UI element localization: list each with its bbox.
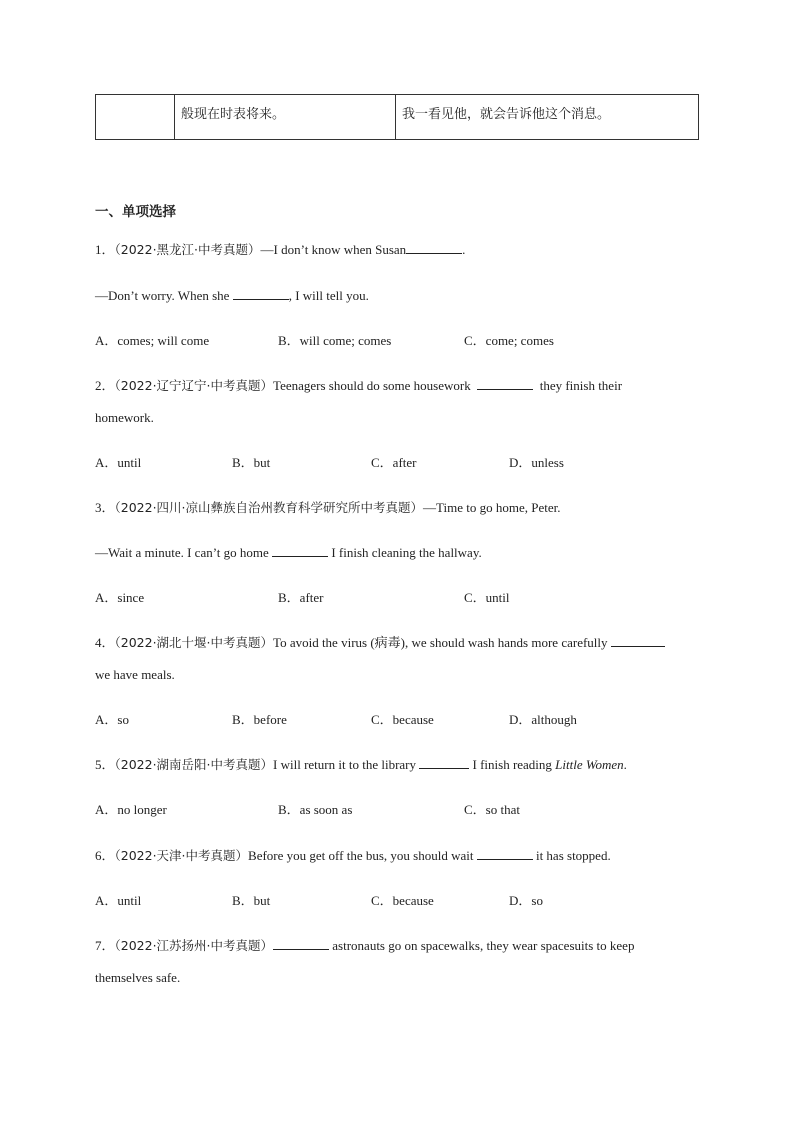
option-b[interactable]: B．will come; comes xyxy=(278,333,392,348)
question-text: I will return it to the library xyxy=(273,757,416,772)
question-source: （2022·黑龙江·中考真题） xyxy=(114,242,261,257)
table-cell-empty xyxy=(96,95,175,140)
question-7 xyxy=(95,937,699,955)
option-b[interactable]: B．after xyxy=(278,590,324,605)
question-text: . xyxy=(623,757,627,772)
option-a[interactable]: A．so xyxy=(95,712,129,727)
table-cell-example: 我一看见他，就会告诉他这个消息。 xyxy=(396,95,699,140)
question-text: —Don’t worry. When she xyxy=(95,288,230,303)
question-source: （2022·江苏扬州·中考真题） xyxy=(114,938,274,953)
question-text: Teenagers should do some housework xyxy=(273,378,471,393)
option-c[interactable]: C．come; comes xyxy=(464,333,554,348)
table-cell-rule: 般现在时表将来。 xyxy=(175,95,396,140)
option-a[interactable]: A．until xyxy=(95,893,142,908)
question-number: 6． xyxy=(95,848,115,863)
question-4-line-2: we have meals. xyxy=(95,667,175,682)
question-text: . xyxy=(462,242,466,257)
question-text: To avoid the virus (病毒), we should wash hands more carefully xyxy=(273,635,608,650)
answer-blank[interactable] xyxy=(477,377,533,390)
question-number: 4． xyxy=(95,635,115,650)
option-a[interactable]: A．comes; will come xyxy=(95,333,210,348)
option-d[interactable]: D．although xyxy=(509,712,577,727)
option-b[interactable]: B．but xyxy=(232,455,271,470)
question-text: they finish their xyxy=(539,378,623,393)
book-title: Little Women xyxy=(555,757,624,772)
question-4 xyxy=(95,634,699,652)
answer-blank[interactable] xyxy=(273,937,329,950)
question-3 xyxy=(95,499,699,517)
question-number: 5． xyxy=(95,757,115,772)
option-b[interactable]: B．but xyxy=(232,893,271,908)
answer-blank[interactable] xyxy=(419,756,469,769)
question-1-line-2 xyxy=(95,287,699,305)
question-2-line-2: homework. xyxy=(95,410,154,425)
question-source: （2022·四川·凉山彝族自治州教育科学研究所中考真题） xyxy=(114,500,424,515)
option-b[interactable]: B．as soon as xyxy=(278,802,353,817)
option-b[interactable]: B．before xyxy=(232,712,287,727)
option-c[interactable]: C．until xyxy=(464,590,510,605)
question-3-line-2 xyxy=(95,544,699,562)
question-text: it has stopped. xyxy=(535,848,611,863)
question-number: 1． xyxy=(95,242,115,257)
answer-blank[interactable] xyxy=(611,634,665,647)
answer-blank[interactable] xyxy=(406,241,462,254)
answer-blank[interactable] xyxy=(477,847,533,860)
answer-blank[interactable] xyxy=(233,287,289,300)
question-number: 3． xyxy=(95,500,115,515)
grammar-table-fragment xyxy=(95,94,699,140)
question-text: —Wait a minute. I can’t go home xyxy=(95,545,269,560)
question-text: I finish cleaning the hallway. xyxy=(331,545,482,560)
question-number: 2． xyxy=(95,378,115,393)
question-source: （2022·湖北十堰·中考真题） xyxy=(114,635,274,650)
option-c[interactable]: C．because xyxy=(371,712,434,727)
question-7-line-2: themselves safe. xyxy=(95,970,181,985)
question-source: （2022·天津·中考真题） xyxy=(114,848,249,863)
option-a[interactable]: A．no longer xyxy=(95,802,167,817)
question-text: —Time to go home, Peter. xyxy=(423,500,561,515)
option-c[interactable]: C．after xyxy=(371,455,417,470)
section-title: 一、单项选择 xyxy=(95,204,176,220)
answer-blank[interactable] xyxy=(272,544,328,557)
question-2 xyxy=(95,377,699,395)
option-d[interactable]: D．unless xyxy=(509,455,564,470)
option-a[interactable]: A．since xyxy=(95,590,145,605)
question-6 xyxy=(95,847,699,865)
table-row xyxy=(96,95,699,140)
question-text: —I don’t know when Susan xyxy=(260,242,407,257)
question-source: （2022·湖南岳阳·中考真题） xyxy=(114,757,274,772)
option-c[interactable]: C．because xyxy=(371,893,434,908)
question-5 xyxy=(95,756,699,774)
option-d[interactable]: D．so xyxy=(509,893,543,908)
question-text: Before you get off the bus, you should wait xyxy=(248,848,474,863)
question-text: , I will tell you. xyxy=(288,288,369,303)
question-text: I finish reading xyxy=(472,757,552,772)
question-number: 7． xyxy=(95,938,115,953)
question-1 xyxy=(95,241,699,259)
option-a[interactable]: A．until xyxy=(95,455,142,470)
question-text: astronauts go on spacewalks, they wear spacesuits to keep xyxy=(332,938,635,953)
question-source: （2022·辽宁辽宁·中考真题） xyxy=(114,378,274,393)
option-c[interactable]: C．so that xyxy=(464,802,520,817)
